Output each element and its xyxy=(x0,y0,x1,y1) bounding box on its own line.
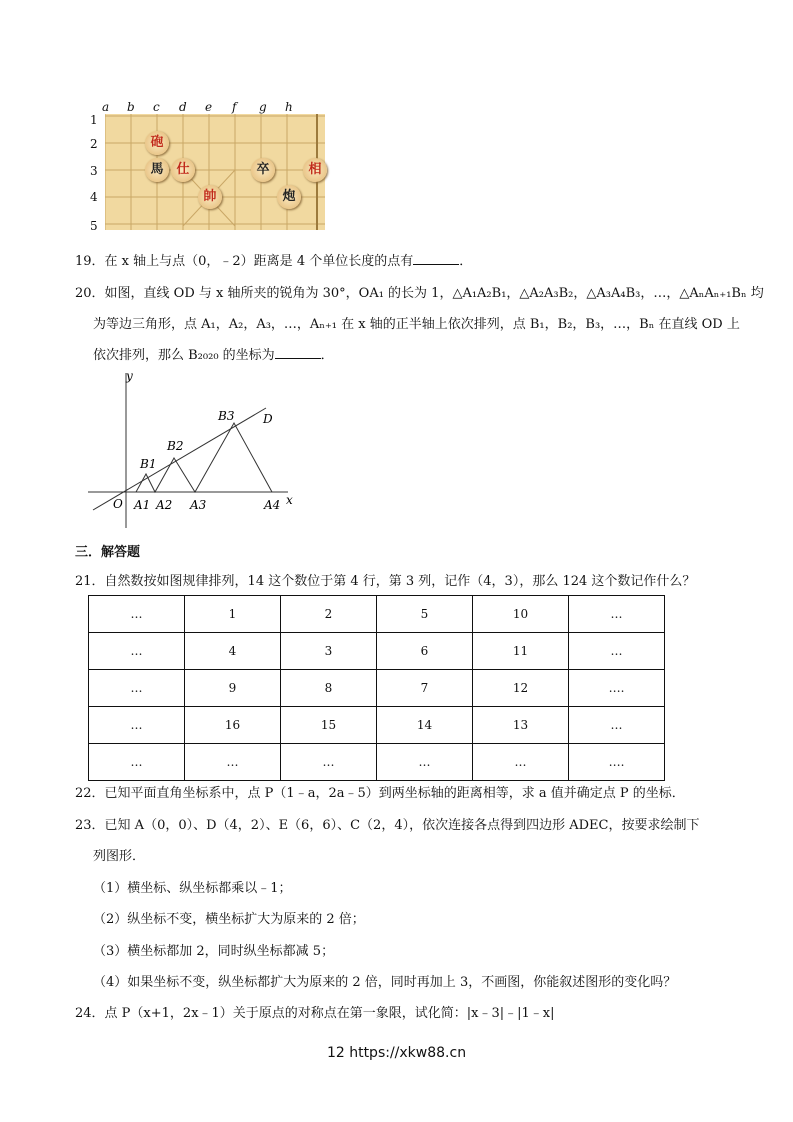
table-row xyxy=(89,670,665,707)
table-cell: …. xyxy=(569,744,665,781)
question-23-line-2: 列图形． xyxy=(93,849,146,864)
question-20-line-1: 20．如图，直线 OD 与 x 轴所夹的锐角为 30°，OA₁ 的长为 1，△A₁A₂B₁，△A₂A₃B₂，△A₃A₄B₃，…，△AₙAₙ₊₁Bₙ 均 xyxy=(75,286,764,301)
table-cell: … xyxy=(185,744,281,781)
page-footer: 12 https://xkw88.cn xyxy=(326,1045,467,1061)
table-cell: 2 xyxy=(281,596,377,633)
question-22: 22．已知平面直角坐标系中，点 P（1﹣a，2a﹣5）到两坐标轴的距离相等，求 a 值并确定点 P 的坐标． xyxy=(75,786,685,801)
chess-board xyxy=(105,114,325,230)
table-cell: 16 xyxy=(185,707,281,744)
question-23-line-1: 23．已知 A（0，0）、D（4，2）、E（6，6）、C（2，4），依次连接各点得到四边形 ADEC，按要求绘制下 xyxy=(75,818,700,833)
question-text: 19．在 x 轴上与点（0，﹣2）距离是 4 个单位长度的点有 xyxy=(75,254,414,269)
table-cell: … xyxy=(569,707,665,744)
point-label: B1 xyxy=(140,457,157,471)
point-label: B3 xyxy=(218,409,235,423)
point-label: A4 xyxy=(264,498,281,512)
table-cell: 11 xyxy=(473,633,569,670)
table-cell: … xyxy=(569,596,665,633)
col-label: f xyxy=(232,100,237,114)
table-cell: 8 xyxy=(281,670,377,707)
chess-piece: 帥 xyxy=(198,185,222,209)
question-23-item: （1）横坐标、纵坐标都乘以﹣1； xyxy=(93,881,292,896)
col-label: a xyxy=(102,100,110,114)
equilateral-triangles-figure xyxy=(88,368,298,528)
table-cell: … xyxy=(89,670,185,707)
question-20-line-3 xyxy=(93,344,334,363)
table-cell: 13 xyxy=(473,707,569,744)
row-label: 5 xyxy=(90,219,98,233)
question-20-line-2: 为等边三角形，点 A₁，A₂，A₃，…，Aₙ₊₁ 在 x 轴的正半轴上依次排列，点 B₁，B₂，B₃，…，Bₙ 在直线 OD 上 xyxy=(93,317,740,332)
table-cell: 12 xyxy=(473,670,569,707)
table-cell: … xyxy=(89,633,185,670)
col-label: h xyxy=(285,100,293,114)
col-label: e xyxy=(205,100,213,114)
chess-piece: 砲 xyxy=(145,131,169,155)
row-label: 2 xyxy=(90,137,98,151)
section-heading: 三．解答题 xyxy=(75,545,141,560)
punct: ． xyxy=(459,254,473,269)
table-cell: … xyxy=(569,633,665,670)
table-row xyxy=(89,633,665,670)
table-cell: 5 xyxy=(377,596,473,633)
axis-label-x: x xyxy=(286,493,293,507)
table-cell: … xyxy=(89,744,185,781)
number-table xyxy=(88,595,665,781)
chess-piece: 相 xyxy=(303,158,327,182)
col-label: g xyxy=(259,100,267,114)
punct: ． xyxy=(320,348,334,363)
row-label: 4 xyxy=(90,190,98,204)
table-cell: … xyxy=(377,744,473,781)
answer-blank[interactable] xyxy=(275,346,321,359)
answer-blank[interactable] xyxy=(413,252,459,265)
table-cell: 4 xyxy=(185,633,281,670)
origin-label: O xyxy=(113,497,123,511)
col-label: b xyxy=(127,100,135,114)
table-cell: 15 xyxy=(281,707,377,744)
question-19 xyxy=(75,250,472,269)
table-row xyxy=(89,707,665,744)
table-cell: 9 xyxy=(185,670,281,707)
chess-piece: 炮 xyxy=(277,185,301,209)
table-cell: … xyxy=(473,744,569,781)
table-cell: …. xyxy=(569,670,665,707)
chess-piece: 卒 xyxy=(251,158,275,182)
question-23-item: （4）如果坐标不变，纵坐标都扩大为原来的 2 倍，同时再加上 3，不画图，你能叙述图形的变化吗？ xyxy=(93,975,677,990)
col-label: d xyxy=(179,100,187,114)
table-cell: 14 xyxy=(377,707,473,744)
point-label-D: D xyxy=(263,412,273,426)
col-label: c xyxy=(153,100,160,114)
table-row xyxy=(89,744,665,781)
table-cell: 1 xyxy=(185,596,281,633)
table-cell: 6 xyxy=(377,633,473,670)
table-cell: … xyxy=(89,707,185,744)
question-24: 24．点 P（x+1，2x﹣1）关于原点的对称点在第一象限，试化简：|x﹣3|﹣|1﹣x| xyxy=(75,1006,555,1021)
point-label: B2 xyxy=(167,439,184,453)
table-row xyxy=(89,596,665,633)
question-23-item: （2）纵坐标不变，横坐标扩大为原来的 2 倍； xyxy=(93,912,365,927)
table-cell: … xyxy=(89,596,185,633)
point-label: A3 xyxy=(190,498,207,512)
row-label: 1 xyxy=(90,113,98,127)
question-23-item: （3）横坐标都加 2，同时纵坐标都减 5； xyxy=(93,944,335,959)
point-label: A2 xyxy=(156,498,173,512)
chess-piece: 仕 xyxy=(171,158,195,182)
axis-label-y: y xyxy=(126,369,133,383)
row-label: 3 xyxy=(90,164,98,178)
chess-piece: 馬 xyxy=(145,158,169,182)
table-cell: 3 xyxy=(281,633,377,670)
question-21: 21．自然数按如图规律排列，14 这个数位于第 4 行，第 3 列，记作（4，3），那么 124 这个数记作什么？ xyxy=(75,574,696,589)
question-text: 依次排列，那么 B₂₀₂₀ 的坐标为 xyxy=(93,348,275,363)
point-label: A1 xyxy=(134,498,151,512)
table-cell: 10 xyxy=(473,596,569,633)
table-cell: 7 xyxy=(377,670,473,707)
table-cell: … xyxy=(281,744,377,781)
